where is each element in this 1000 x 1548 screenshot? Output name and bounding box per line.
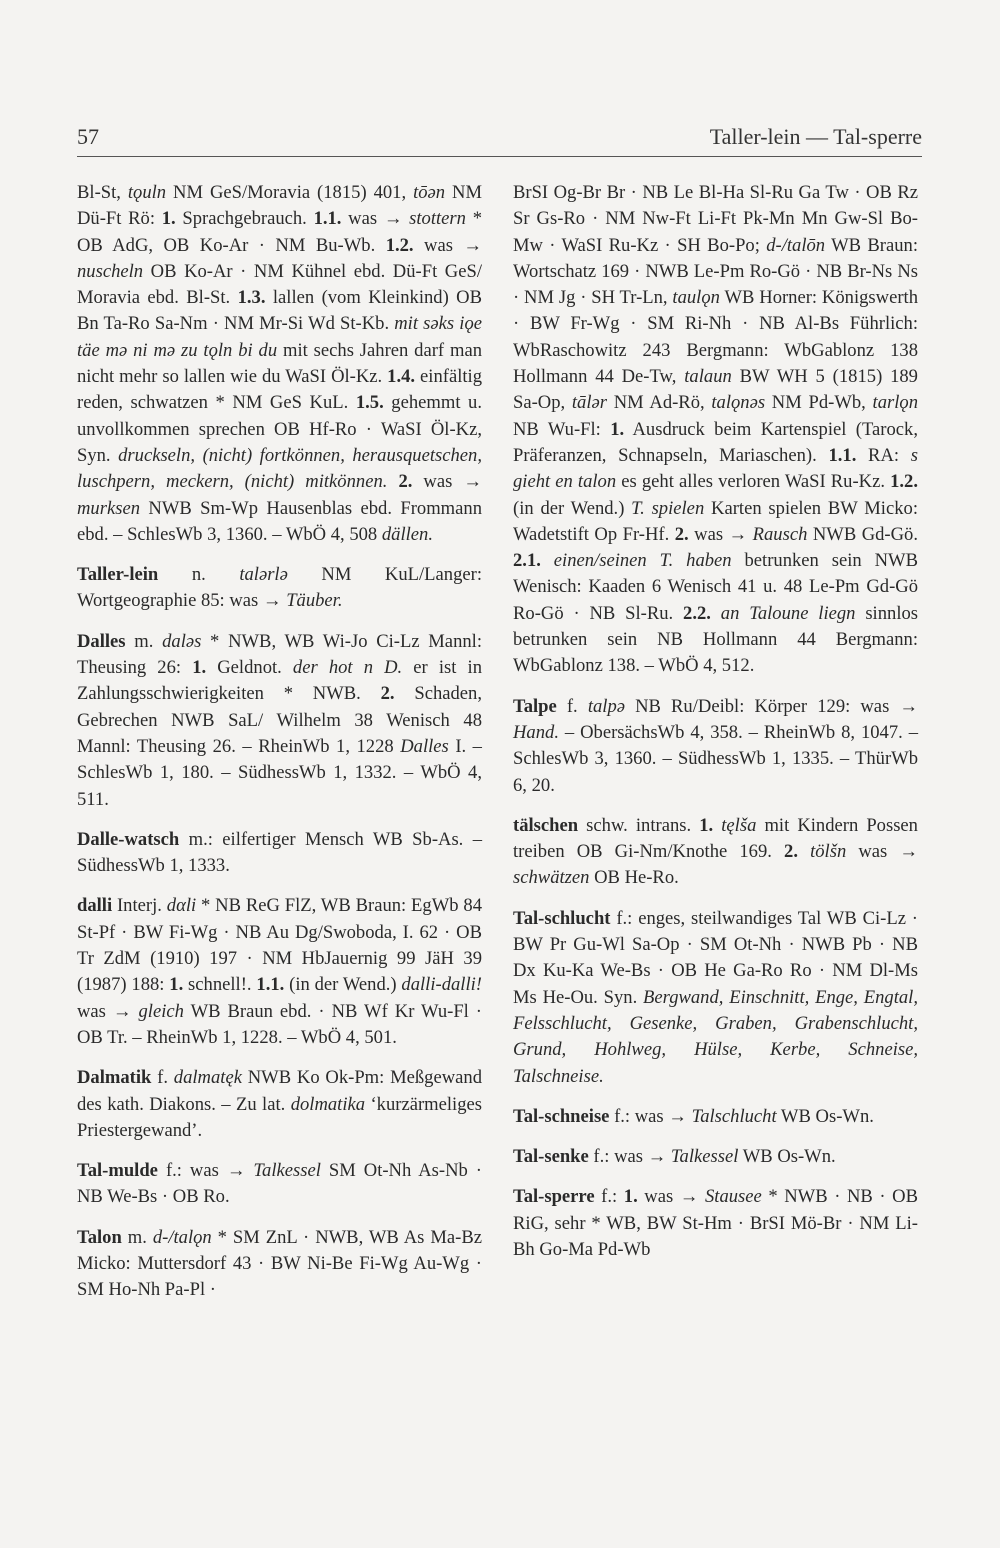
entry-body: f. talpə NB Ru/Deibl: Körper 129: was → Hand. – ObersächsWb 4, 358. – RheinWb 8, 1047. – SchlesWb 3, 1360. – SüdhessWb 1, 1335. – ThürWb 6, 20. (513, 695, 918, 796)
entry-lemma: Talpe (513, 695, 557, 717)
dictionary-entry (513, 813, 918, 892)
dictionary-entry (513, 1144, 918, 1170)
dictionary-entry (77, 562, 482, 615)
dictionary-entry (77, 1065, 482, 1144)
entry-lemma: Tal-schlucht (513, 907, 611, 929)
right-column (513, 180, 918, 1277)
entry-body: BrSI Og-Br Br · NB Le Bl-Ha Sl-Ru Ga Tw · OB Rz Sr Gs-Ro · NM Nw-Ft Li-Ft Pk-Mn Mn Gw-Sl Bo-Mw · WaSI Ru-Kz · SH Bo-Po; d-/talōn WB Braun: Wortschatz 169 · NWB Le-Pm Ro-Gö · NB Br-Ns Ns · NM Jg · SH Tr-Ln, taulǫn WB Horner: Königswerth · BW Fr-Wg · SM Ri-Nh · NB Al-Bs Führlich: WbRaschowitz 243 Bergmann: WbGablonz 138 Hollmann 44 De-Tw, talaun BW WH 5 (1815) 189 Sa-Op, tālər NM Ad-Rö, talǫnəs NM Pd-Wb, tarlǫn NB Wu-Fl: 1. Ausdruck beim Kartenspiel (Tarock, Präferanzen, Schnapseln, Mariaschen). 1.1. RA: s gieht en talon es geht alles verloren WaSI Ru-Kz. 1.2. (in der Wend.) T. spielen Karten spielen BW Micko: Wadetstift Op Fr-Hf. 2. was → Rausch NWB Gd-Gö. 2.1. einen/seinen T. haben betrunken sein NWB Wenisch: Kaaden 6 Wenisch 41 u. 48 Le-Pm Gd-Gö Ro-Gö · NB Sl-Ru. 2.2. an Taloune liegn sinnlos betrunken sein NB Hollmann 44 Bergmann: WbGablonz 138. – WbÖ 4, 512. (513, 182, 919, 677)
entry-body: n. talərlə NM KuL/Langer: Wortgeographie 85: was → Täuber. (77, 564, 482, 612)
running-head: Taller-lein — Tal-sperre (709, 124, 922, 149)
entry-body: f.: was → Talkessel SM Ot-Nh As-Nb · NB We-Bs · OB Ro. (77, 1160, 482, 1208)
dictionary-entry (77, 1225, 482, 1304)
entry-continuation (513, 180, 918, 680)
dictionary-entry (77, 893, 482, 1051)
entry-body: f.: was → Talschlucht WB Os-Wn. (609, 1105, 874, 1127)
entry-lemma: Taller-lein (77, 564, 159, 586)
page-header (77, 122, 922, 157)
entry-body: m.: eilfertiger Mensch WB Sb-As. – SüdhessWb 1, 1333. (77, 828, 482, 877)
entry-body: f. dalmatęk NWB Ko Ok-Pm: Meßgewand des kath. Diakons. – Zu lat. dolmatika ‘kurzärmeliges Priestergewand’. (77, 1067, 482, 1141)
dictionary-entry (513, 906, 918, 1090)
entry-lemma: Tal-sperre (513, 1186, 595, 1208)
entry-body: f.: 1. was → Stausee * NWB · NB · OB RiG, sehr * WB, BW St-Hm · BrSI Mö-Br · NM Li-Bh Go-Ma Pd-Wb (513, 1186, 918, 1260)
page-number: 57 (77, 124, 99, 149)
dictionary-entry (77, 629, 482, 813)
entry-body: m. daləs * NWB, WB Wi-Jo Ci-Lz Mannl: Theusing 26: 1. Geldnot. der hot n D. er ist in Zahlungsschwierigkeiten * NWB. 2. Schaden, Gebrechen NWB SaL/ Wilhelm 38 Wenisch 48 Mannl: Theusing 26. – RheinWb 1, 1228 Dalles I. – SchlesWb 1, 180. – SüdhessWb 1, 1332. – WbÖ 4, 511. (77, 630, 482, 810)
dictionary-entry (513, 1184, 918, 1263)
entry-body: m. d-/talǫn * SM ZnL · NWB, WB As Ma-Bz Micko: Muttersdorf 43 · BW Ni-Be Fi-Wg Au-Wg · SM Ho-Nh Pa-Pl · (77, 1226, 482, 1301)
dictionary-entry (513, 694, 918, 799)
entry-body: schw. intrans. 1. tęlša mit Kindern Possen treiben OB Gi-Nm/Knothe 169. 2. tölšn was → schwätzen OB He-Ro. (513, 814, 918, 889)
entry-body: f.: was → Talkessel WB Os-Wn. (588, 1146, 836, 1168)
dictionary-entry (77, 1158, 482, 1211)
entry-lemma: Tal-mulde (77, 1160, 158, 1182)
dictionary-entry (77, 827, 482, 880)
entry-lemma: tälschen (513, 814, 579, 836)
entry-continuation (77, 180, 482, 548)
dictionary-entry (513, 1104, 918, 1130)
entry-body: Bl-St, tǫuln NM GeS/Moravia (1815) 401, tōən NM Dü-Ft Rö: 1. Sprachgebrauch. 1.1. was → stottern * OB AdG, OB Ko-Ar · NM Bu-Wb. 1.2. was → nuscheln OB Ko-Ar · NM Kühnel ebd. Dü-Ft GeS/ Moravia ebd. Bl-St. 1.3. lallen (vom Kleinkind) OB Bn Ta-Ro Sa-Nm · NM Mr-Si Wd St-Kb. mit səks iǫe täe mə ni mə zu tǫln bi du mit sechs Jahren darf man nicht mehr so lallen wie du WaSI Öl-Kz. 1.4. einfältig reden, schwatzen * NM GeS KuL. 1.5. gehemmt u. unvollkommen sprechen OB Hf-Ro · WaSI Öl-Kz, Syn. druckseln, (nicht) fortkönnen, herausquetschen, luschpern, meckern, (nicht) mitkönnen. 2. was → murksen NWB Sm-Wp Hausenblas ebd. Frommann ebd. – SchlesWb 3, 1360. – WbÖ 4, 508 dällen. (77, 182, 483, 545)
entry-body: f.: enges, steilwandiges Tal WB Ci-Lz · BW Pr Gu-Wl Sa-Op · SM Ot-Nh · NWB Pb · NB Dx Ku-Ka We-Bs · OB He Ga-Ro Ro · NM Dl-Ms Ms He-Ou. Syn. Bergwand, Einschnitt, Enge, Engtal, Felsschlucht, Gesenke, Graben, Grabenschlucht, Grund, Hohlweg, Hülse, Kerbe, Schneise, Talschneise. (513, 907, 918, 1087)
entry-lemma: Tal-schneise (513, 1105, 610, 1127)
entry-lemma: Dalle-watsch (77, 828, 180, 850)
entry-lemma: Dalmatik (77, 1067, 152, 1089)
left-column (77, 180, 482, 1318)
entry-lemma: Tal-senke (513, 1146, 589, 1168)
entry-body: Interj. dαli * NB ReG FlZ, WB Braun: EgWb 84 St-Pf · BW Fi-Wg · NB Au Dg/Swoboda, I. 62 · OB Tr ZdM (1910) 197 · NM HbJauernig 99 JäH 39 (1987) 188: 1. schnell!. 1.1. (in der Wend.) dalli-dalli! was → gleich WB Braun ebd. · NB Wf Kr Wu-Fl · OB Tr. – RheinWb 1, 1228. – WbÖ 4, 501. (77, 895, 483, 1048)
entry-lemma: Dalles (77, 630, 126, 652)
entry-lemma: Talon (77, 1226, 122, 1248)
entry-lemma: dalli (77, 895, 113, 917)
